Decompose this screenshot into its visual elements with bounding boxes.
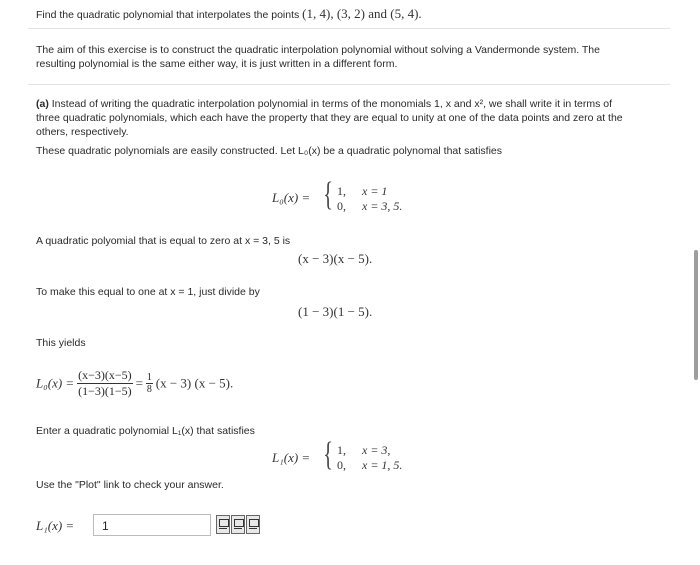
l0-bottom-value: 0, — [337, 199, 346, 213]
divider — [28, 28, 670, 29]
problem-points: (1, 4), (3, 2) and (5, 4). — [302, 6, 422, 21]
coefficient-fraction — [146, 372, 153, 395]
preview-icon[interactable] — [231, 515, 245, 534]
divider — [28, 84, 670, 85]
plot-hint: Use the "Plot" link to check your answer. — [36, 479, 224, 491]
zero-expression: (x − 3)(x − 5). — [298, 251, 373, 266]
divide-expression: (1 − 3)(1 − 5). — [298, 304, 373, 319]
l0-result-rest: (x − 3) (x − 5). — [155, 375, 234, 391]
fraction-numerator: (x−3)(x−5) — [78, 368, 132, 382]
zero-text: A quadratic polyomial that is equal to zero at x = 3, 5 is — [36, 235, 291, 247]
intro-line-2: resulting polynomial is the same either way, it is just written in a different form. — [36, 58, 398, 70]
equals-sign: = — [135, 375, 143, 391]
help-icon[interactable] — [246, 515, 260, 534]
fraction-denominator: (1−3)(1−5) — [78, 384, 132, 398]
l0-result-lhs: L₀(x) = — [36, 375, 75, 391]
part-a-line-2: three quadratic polynomials, which each have the property that they are equal to unity at one of the data points and zero at the — [36, 112, 623, 124]
answer-label: L₁(x) = — [36, 518, 75, 533]
l1-brace: { — [323, 436, 334, 473]
l1-bottom-condition: x = 1, 5. — [362, 458, 403, 472]
scrollbar[interactable] — [694, 250, 698, 380]
coefficient-numerator: 1 — [146, 372, 152, 383]
enter-text: Enter a quadratic polynomial L₁(x) that satisfies — [36, 425, 255, 437]
plot-icon[interactable] — [216, 515, 230, 534]
l1-bottom-value: 0, — [337, 458, 346, 472]
part-a-label: (a) — [36, 98, 49, 110]
coefficient-denominator: 8 — [146, 384, 152, 395]
answer-input[interactable]: 1 — [93, 514, 211, 536]
l1-cases-lhs: L₁(x) = — [272, 450, 311, 465]
problem-prompt-text: Find the quadratic polynomial that interpolates the points — [36, 9, 300, 21]
yields-text: This yields — [36, 337, 86, 349]
part-a-line-1 — [36, 98, 612, 110]
l0-top-condition: x = 1 — [362, 184, 388, 198]
part-a-text-1: Instead of writing the quadratic interpolation polynomial in terms of the monomials 1, x and x², we shall write it in terms of — [51, 98, 613, 110]
l0-cases-lhs: L₀(x) = — [272, 190, 311, 205]
l0-result — [36, 368, 233, 399]
intro-line-1: The aim of this exercise is to construct the quadratic interpolation polynomial without solving a Vandermonde system. The — [36, 44, 600, 56]
l0-brace: { — [323, 176, 334, 213]
l1-top-value: 1, — [337, 443, 346, 457]
part-a-line-3: others, respectively. — [36, 126, 129, 138]
part-a-line-4: These quadratic polynomials are easily constructed. Let L₀(x) be a quadratic polynomal that satisfies — [36, 145, 503, 157]
l1-top-condition: x = 3, — [362, 443, 391, 457]
l0-top-value: 1, — [337, 184, 346, 198]
l0-bottom-condition: x = 3, 5. — [362, 199, 403, 213]
divide-text: To make this equal to one at x = 1, just divide by — [36, 286, 260, 298]
l0-result-fraction — [77, 368, 133, 399]
problem-prompt — [36, 6, 422, 22]
